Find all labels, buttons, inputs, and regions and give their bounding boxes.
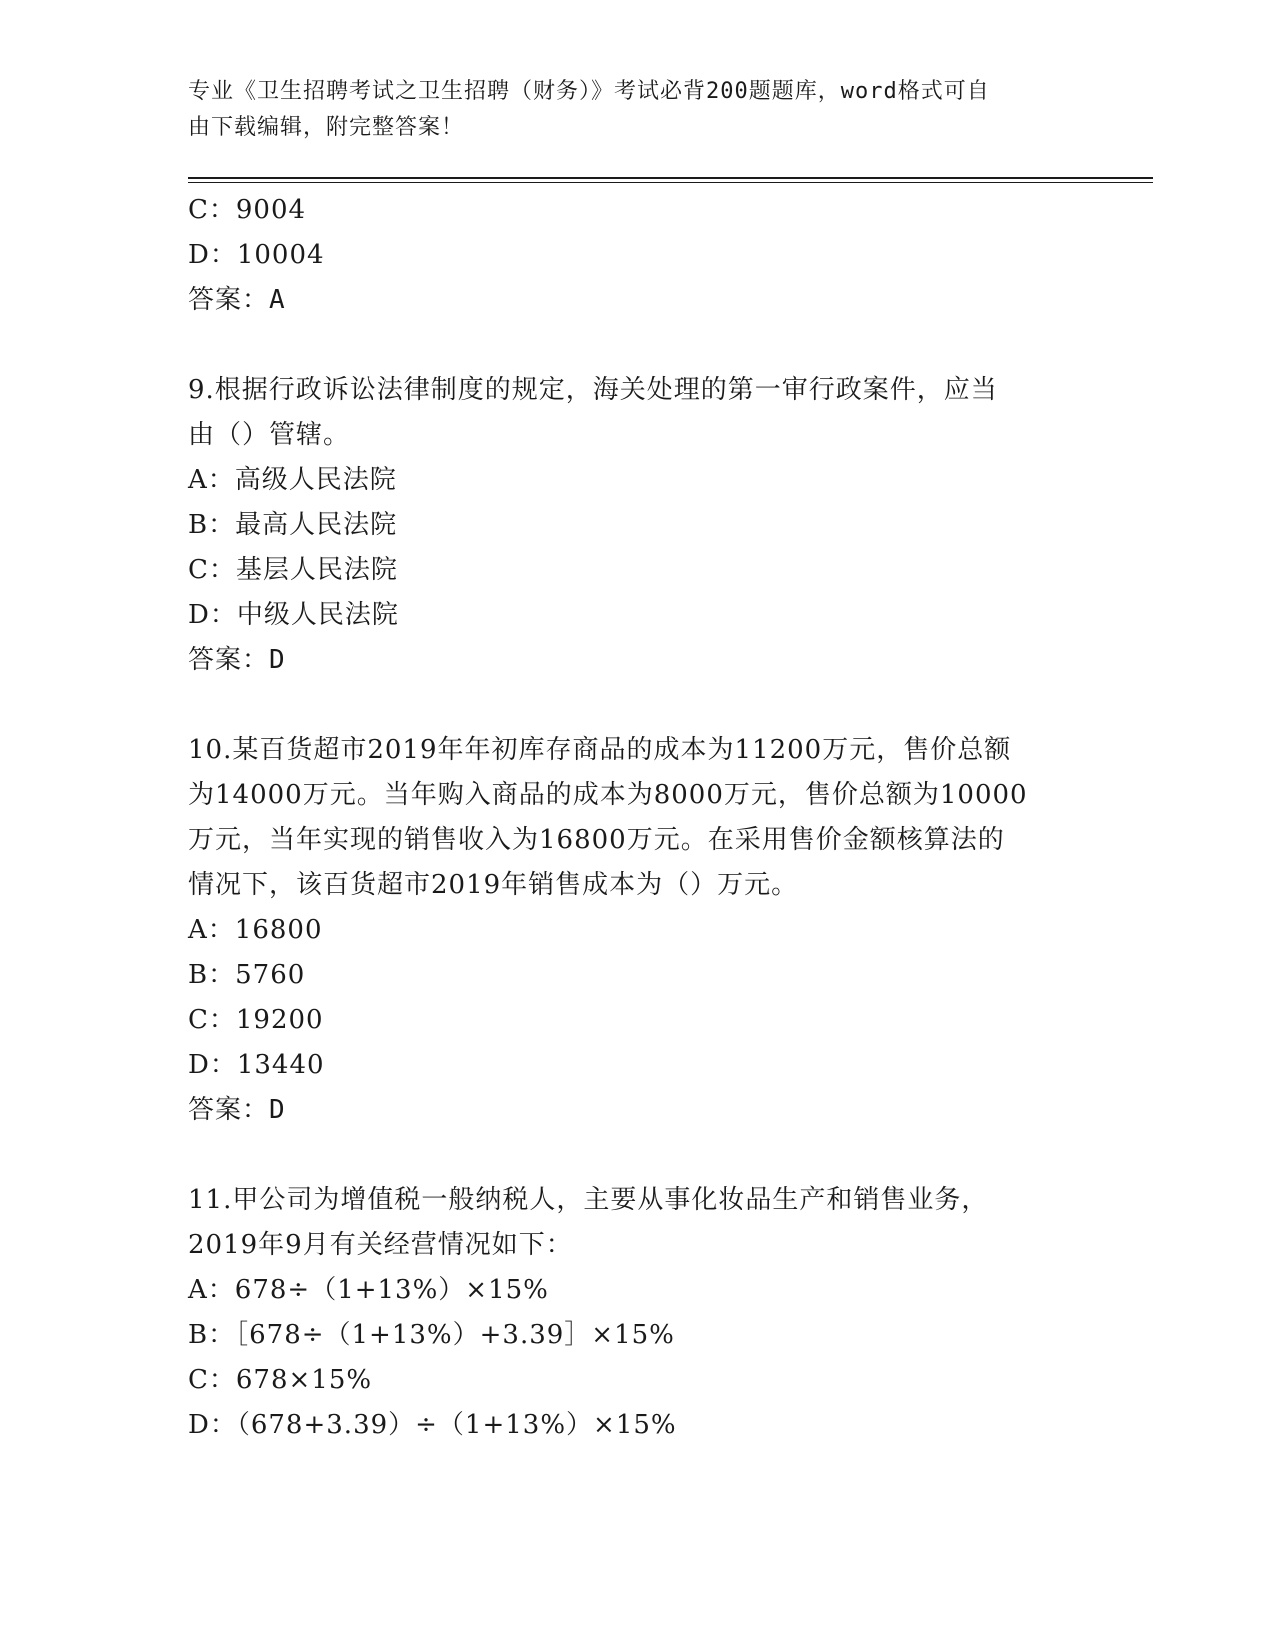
option-a: A：678÷（1+13%）×15% xyxy=(188,1275,549,1305)
option-d: D：13440 xyxy=(188,1050,325,1080)
question-stem-line: 2019年9月有关经营情况如下： xyxy=(188,1230,573,1260)
option-b: B：［678÷（1+13%）+3.39］×15% xyxy=(188,1320,675,1350)
question-stem-line: 由（）管辖。 xyxy=(188,420,351,450)
option-c: C：基层人民法院 xyxy=(188,555,398,585)
option-b: B：最高人民法院 xyxy=(188,510,398,540)
header-line-1: 专业《卫生招聘考试之卫生招聘（财务）》考试必背200题题库，word格式可自 xyxy=(188,79,990,104)
answer-line: 答案：D xyxy=(188,645,286,675)
spacer xyxy=(188,683,1068,728)
header-divider-thick xyxy=(188,177,1153,179)
document-header xyxy=(188,74,1068,146)
question-stem-line: 情况下，该百货超市2019年销售成本为（）万元。 xyxy=(188,870,799,900)
question-stem-line: 11.甲公司为增值税一般纳税人，主要从事化妆品生产和销售业务， xyxy=(188,1185,989,1215)
question-stem-line: 10.某百货超市2019年年初库存商品的成本为11200万元，售价总额 xyxy=(188,735,1012,765)
option-d: D：（678+3.39）÷（1+13%）×15% xyxy=(188,1410,677,1440)
answer-line: 答案：D xyxy=(188,1095,286,1125)
header-divider-thin xyxy=(188,182,1153,183)
question-stem-line: 为14000万元。当年购入商品的成本为8000万元，售价总额为10000 xyxy=(188,780,1028,810)
option-d: D：中级人民法院 xyxy=(188,600,399,630)
answer-line: 答案：A xyxy=(188,285,286,315)
question-content xyxy=(188,188,1068,1448)
question-stem-line: 9.根据行政诉讼法律制度的规定，海关处理的第一审行政案件，应当 xyxy=(188,375,998,405)
option-c: C：9004 xyxy=(188,195,307,225)
spacer xyxy=(188,323,1068,368)
spacer xyxy=(188,1133,1068,1178)
option-a: A：16800 xyxy=(188,915,323,945)
question-stem-line: 万元，当年实现的销售收入为16800万元。在采用售价金额核算法的 xyxy=(188,825,1005,855)
header-line-2: 由下载编辑，附完整答案！ xyxy=(188,115,465,140)
option-c: C：19200 xyxy=(188,1005,324,1035)
option-a: A：高级人民法院 xyxy=(188,465,397,495)
option-b: B：5760 xyxy=(188,960,306,990)
question-11 xyxy=(188,1178,1068,1448)
question-8-tail xyxy=(188,188,1068,323)
option-d: D：10004 xyxy=(188,240,325,270)
question-10 xyxy=(188,728,1068,1133)
question-9 xyxy=(188,368,1068,683)
option-c: C：678×15% xyxy=(188,1365,373,1395)
